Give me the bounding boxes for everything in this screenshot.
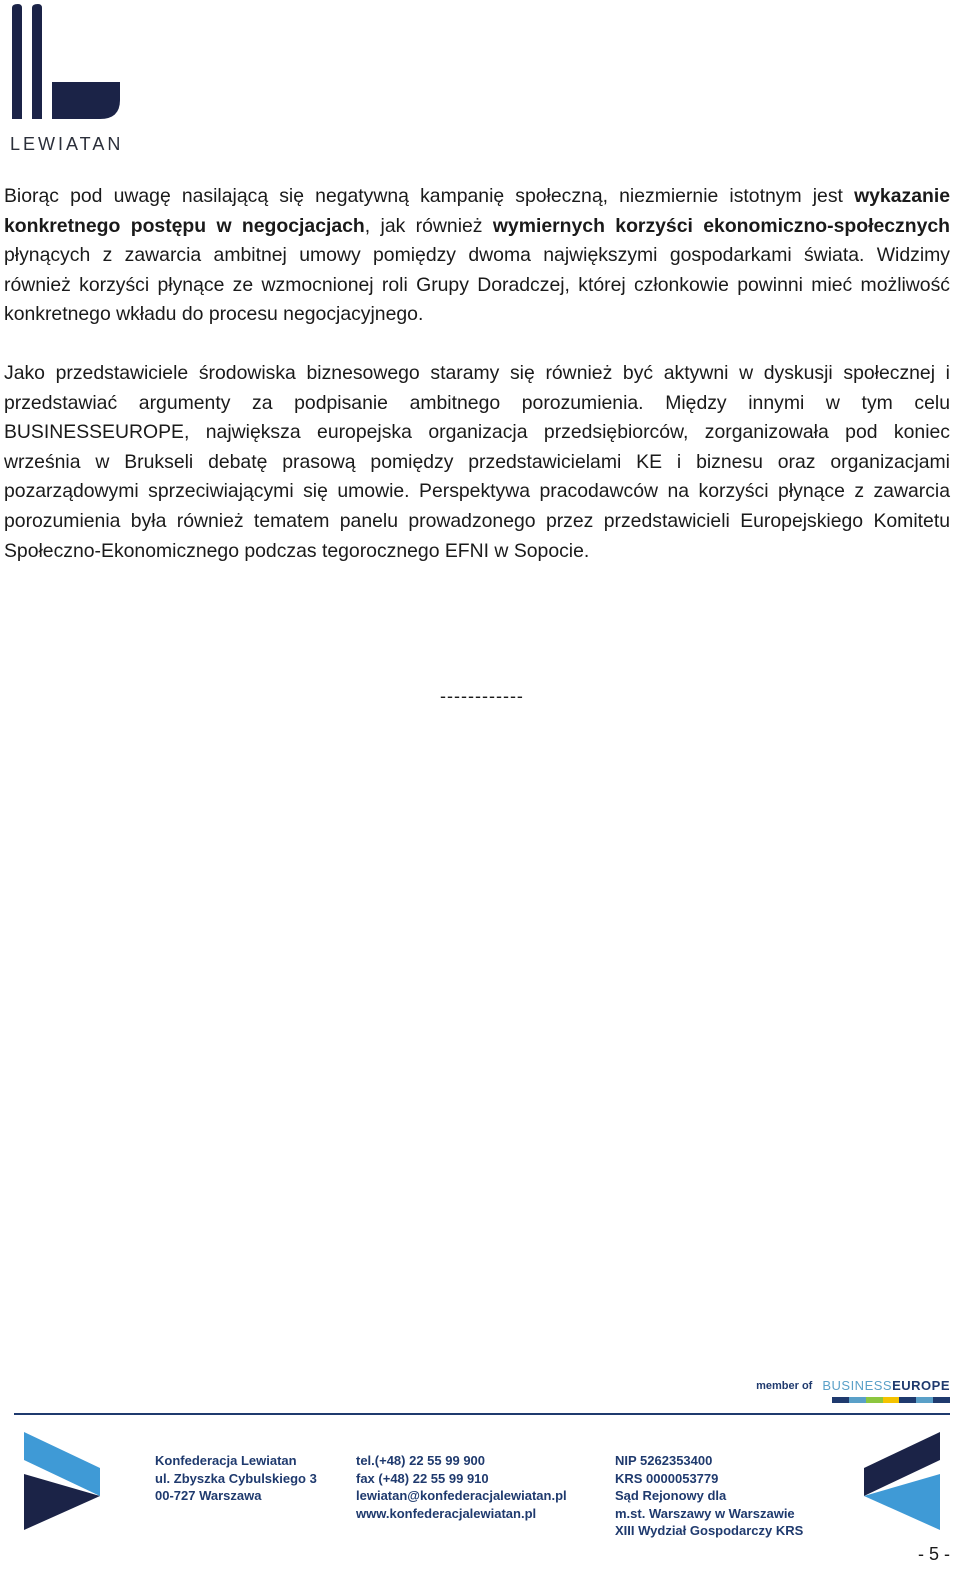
registry-line: Sąd Rejonowy dla: [615, 1488, 727, 1503]
page-number: - 5 -: [917, 1544, 950, 1564]
address-line: 00-727 Warszawa: [155, 1488, 262, 1503]
logo-wordmark: LEWIATAN: [10, 134, 124, 154]
footer-decor-left-icon: [24, 1432, 100, 1532]
businesseurope-logo: [822, 1378, 950, 1393]
p1-text-2: , jak również: [364, 214, 493, 237]
footer-decor-right-icon: [864, 1432, 940, 1532]
contact-fax: fax (+48) 22 55 99 910: [356, 1470, 489, 1486]
document-body: [4, 182, 950, 595]
p1-text-3: płynących z zawarcia ambitnej umowy pomiędzy dwoma największymi gospodarkami świata. Widzimy również korzyści płynące ze wzmocnionej roli Grupy Doradczej, której członkowie powinni mieć możliwość konkretnego wkładu do procesu negocjacyjnego.: [4, 244, 950, 326]
footer-registry: [615, 1452, 803, 1540]
brand-part-2: EUROPE: [892, 1378, 950, 1393]
brand-part-1: BUSINESS: [822, 1378, 893, 1393]
lewiatan-logo: [8, 4, 128, 154]
footer-address: [155, 1452, 317, 1505]
footer-divider: [14, 1413, 950, 1415]
p1-bold-2: wymiernych korzyści ekonomiczno-społecznych: [492, 214, 950, 237]
registry-line: XIII Wydział Gospodarczy KRS: [615, 1523, 804, 1538]
lewiatan-logo-mark: [8, 4, 124, 129]
registry-line: m.st. Warszawy w Warszawie: [615, 1505, 795, 1521]
contact-email[interactable]: lewiatan@konfederacjalewiatan.pl: [356, 1488, 567, 1503]
paragraph-2: Jako przedstawiciele środowiska biznesowego staramy się również być aktywni w dyskusji społecznej i przedstawiać argumenty za podpisanie ambitnego porozumienia. Między innymi w tym celu BUSINESSEUROPE, największa europejska organizacja przedsiębiorców, zorganizowała pod koniec września w Brukseli debatę prasową pomiędzy przedstawicielami KE i biznesu oraz organizacjami pozarządowymi sprzeciwiającymi się umowie. Perspektywa pracodawców na korzyści płynące z zawarcia porozumienia była również tematem panelu prowadzonego przez przedstawicieli Europejskiego Komitetu Społeczno-Ekonomicznego podczas tegorocznego EFNI w Sopocie.: [4, 361, 950, 562]
paragraph-1: [4, 182, 950, 330]
p1-bold-1: wykazanie konkretnego postępu w negocjacjach: [4, 185, 950, 237]
footer-contact: [356, 1452, 567, 1522]
member-label: member of: [756, 1379, 813, 1392]
member-of-businesseurope: [756, 1378, 950, 1393]
address-line: ul. Zbyszka Cybulskiego 3: [155, 1470, 317, 1486]
contact-website[interactable]: www.konfederacjalewiatan.pl: [356, 1505, 537, 1521]
registry-line: NIP 5262353400: [615, 1453, 713, 1468]
contact-phone: tel.(+48) 22 55 99 900: [356, 1453, 486, 1468]
address-line: Konfederacja Lewiatan: [155, 1453, 297, 1468]
section-separator: ------------: [440, 686, 524, 706]
registry-line: KRS 0000053779: [615, 1470, 719, 1486]
businesseurope-color-bar: [832, 1397, 950, 1403]
p1-text-1: Biorąc pod uwagę nasilającą się negatywną kampanię społeczną, niezmiernie istotnym jest: [4, 185, 855, 207]
